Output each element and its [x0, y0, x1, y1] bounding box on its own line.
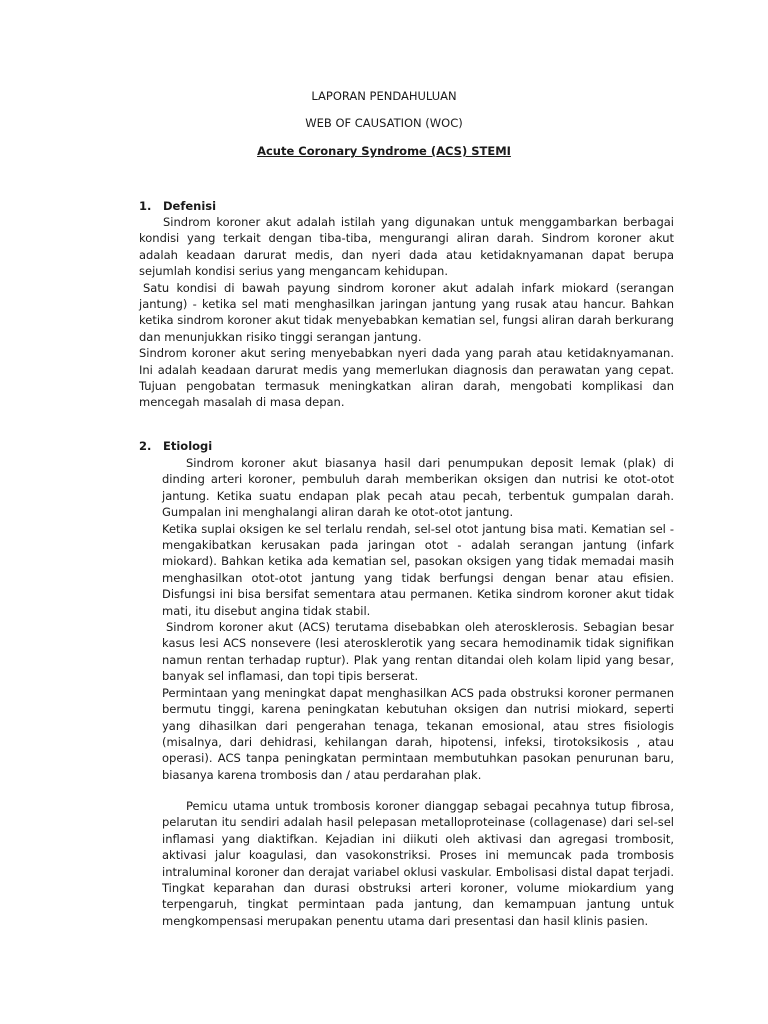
section-title: Etiologi [163, 439, 213, 453]
report-title: LAPORAN PENDAHULUAN [311, 89, 457, 103]
topic-title: Acute Coronary Syndrome (ACS) STEMI [257, 144, 511, 158]
section-title: Defenisi [163, 199, 217, 213]
paragraph: Pemicu utama untuk trombosis koroner dianggap sebagai pecahnya tutup fibrosa, pelarutan itu sendiri adalah hasil pelepasan metalloproteinase (collagenase) dari sel-sel inflamasi yang diaktifkan. Kejadian ini diikuti oleh aktivasi dan agregasi trombosit, aktivasi jalur koagulasi, dan vasokonstriksi. Proses ini memuncak pada trombosis intraluminal koroner dan derajat variabel oklusi vaskular. Embolisasi distal dapat terjadi. Tingkat keparahan dan durasi obstruksi arteri koroner, volume miokardium yang terpengaruh, tingkat permintaan pada jantung, dan kemampuan jantung untuk mengkompensasi merupakan penentu utama dari presentasi dan hasil klinis pasien. [162, 799, 674, 928]
paragraph: Satu kondisi di bawah payung sindrom koroner akut adalah infark miokard (serangan jantung) - ketika sel mati menghasilkan jaringan jantung yang rusak atau hancur. Bahkan ketika sindrom koroner akut tidak menyebabkan kematian sel, fungsi aliran darah berkurang dan menunjukkan risiko tinggi serangan jantung. [139, 280, 674, 344]
report-subtitle: WEB OF CAUSATION (WOC) [305, 116, 463, 130]
paragraph: Sindrom koroner akut adalah istilah yang digunakan untuk menggambarkan berbagai kondisi yang terkait dengan tiba-tiba, mengurangi aliran darah. Sindrom koroner akut adalah keadaan darurat medis, dan nyeri dada atau ketidaknyamanan dapat berupa sejumlah kondisi serius yang mengancam kehidupan. [139, 215, 674, 279]
section-body-etiologi [162, 455, 674, 783]
section-body-etiologi-cont [162, 798, 674, 929]
paragraph: Sindrom koroner akut biasanya hasil dari penumpukan deposit lemak (plak) di dinding arteri koroner, pembuluh darah memberikan oksigen dan nutrisi ke otot-otot jantung. Ketika suatu endapan plak pecah atau pecah, terbentuk gumpalan darah. Gumpalan ini menghalangi aliran darah ke otot-otot jantung. [162, 456, 674, 520]
section-heading-defenisi [139, 198, 216, 214]
section-number: 2. [139, 439, 152, 453]
section-heading-etiologi [139, 438, 212, 454]
paragraph: Permintaan yang meningkat dapat menghasilkan ACS pada obstruksi koroner permanen bermutu tinggi, karena peningkatan kebutuhan oksigen dan nutrisi miokard, seperti yang dihasilkan dari pengerahan tenaga, tekanan emosional, atau stres fisiologis (misalnya, dari dehidrasi, kehilangan darah, hipotensi, infeksi, tirotoksikosis , atau operasi). ACS tanpa peningkatan permintaan membutuhkan pasokan penurunan baru, biasanya karena trombosis dan / atau perdarahan plak. [162, 685, 674, 782]
paragraph: Sindrom koroner akut sering menyebabkan nyeri dada yang parah atau ketidaknyamanan. Ini adalah keadaan darurat medis yang memerlukan diagnosis dan perawatan yang cepat. Tujuan pengobatan termasuk meningkatkan aliran darah, mengobati komplikasi dan mencegah masalah di masa depan. [139, 346, 674, 410]
paragraph: Ketika suplai oksigen ke sel terlalu rendah, sel-sel otot jantung bisa mati. Kematian sel - mengakibatkan kerusakan pada jaringan otot - adalah serangan jantung (infark miokard). Bahkan ketika ada kematian sel, pasokan oksigen yang tidak memadai masih menghasilkan otot-otot jantung yang tidak berfungsi dengan benar atau efisien. Disfungsi ini bisa bersifat sementara atau permanen. Ketika sindrom koroner akut tidak mati, itu disebut angina tidak stabil. [162, 521, 674, 618]
paragraph: Sindrom koroner akut (ACS) terutama disebabkan oleh aterosklerosis. Sebagian besar kasus lesi ACS nonsevere (lesi aterosklerotik yang secara hemodinamik tidak signifikan namun rentan terhadap ruptur). Plak yang rentan ditandai oleh kolam lipid yang besar, banyak sel inflamasi, dan topi tipis berserat. [162, 620, 674, 684]
section-body-defenisi [139, 214, 674, 411]
section-number: 1. [139, 199, 152, 213]
